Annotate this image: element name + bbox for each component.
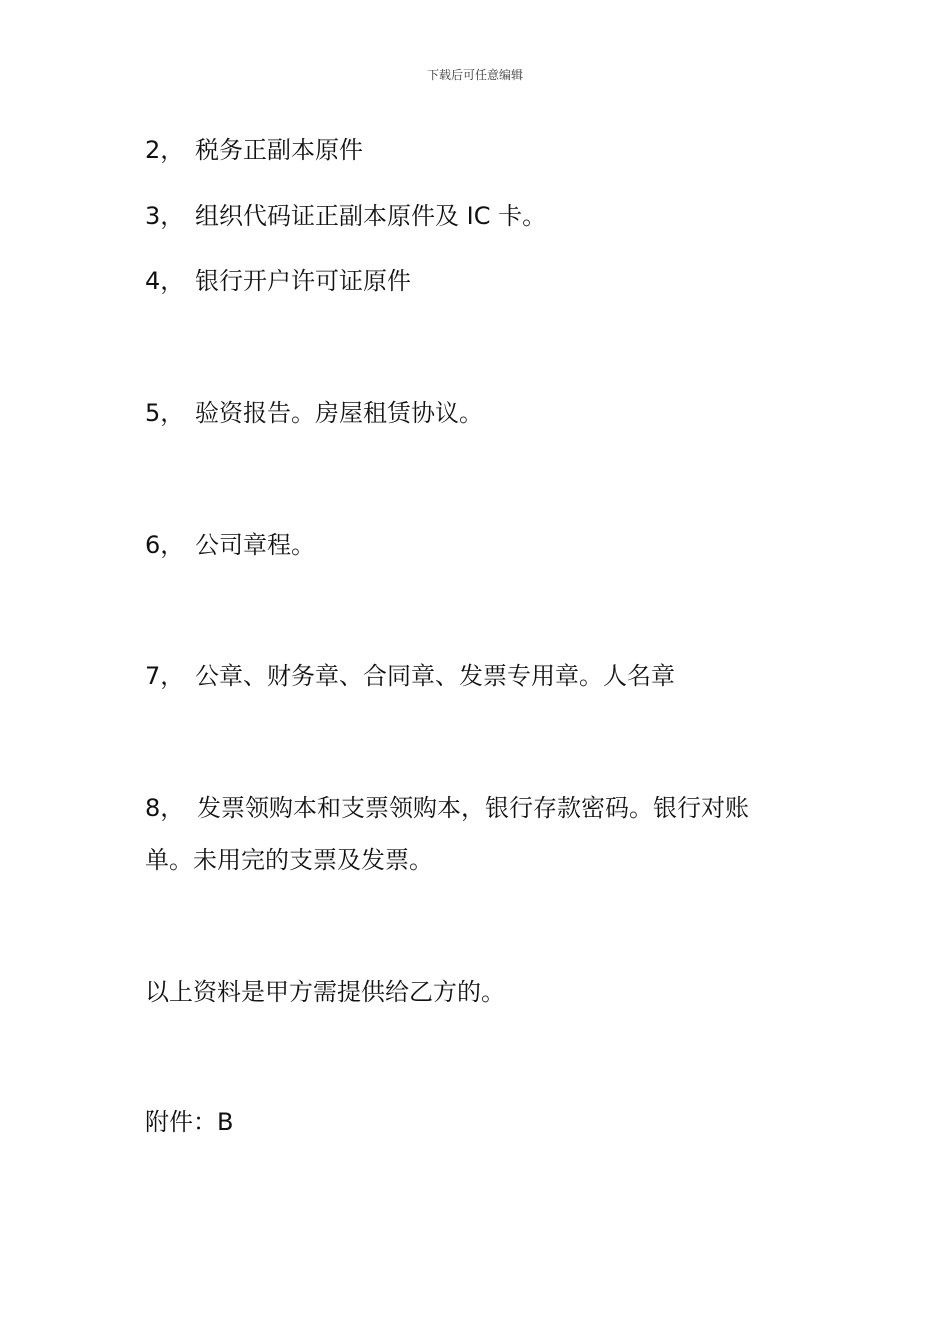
- item-number: 5，: [145, 399, 185, 427]
- item-number: 2，: [145, 136, 185, 164]
- list-item: [145, 192, 546, 240]
- list-item: [145, 521, 315, 569]
- item-text: 验资报告。房屋租赁协议。: [195, 399, 483, 427]
- attachment-label: 附件：B: [145, 1108, 234, 1136]
- list-item: [145, 389, 483, 437]
- list-item: [145, 782, 825, 886]
- item-number: 4，: [145, 267, 185, 295]
- item-text: 公司章程。: [195, 531, 315, 559]
- item-text-line-1: 发票领购本和支票领购本，银行存款密码。银行对账: [197, 794, 749, 822]
- item-number: 8，: [145, 794, 185, 822]
- item-text: 银行开户许可证原件: [195, 267, 411, 295]
- item-text: 公章、财务章、合同章、发票专用章。人名章: [195, 662, 675, 690]
- item-text: 组织代码证正副本原件及 IC 卡。: [195, 202, 547, 230]
- item-number: 7，: [145, 662, 185, 690]
- list-item: [145, 652, 675, 700]
- item-number: 6，: [145, 531, 185, 559]
- list-item: [145, 257, 411, 305]
- item-text: 税务正副本原件: [195, 136, 363, 164]
- item-text-line-2: 单。未用完的支票及发票。: [145, 846, 433, 874]
- page-header: 下载后可任意编辑: [426, 68, 523, 82]
- list-item: [145, 126, 363, 174]
- item-number: 3，: [145, 202, 185, 230]
- summary-paragraph: 以上资料是甲方需提供给乙方的。: [145, 978, 505, 1006]
